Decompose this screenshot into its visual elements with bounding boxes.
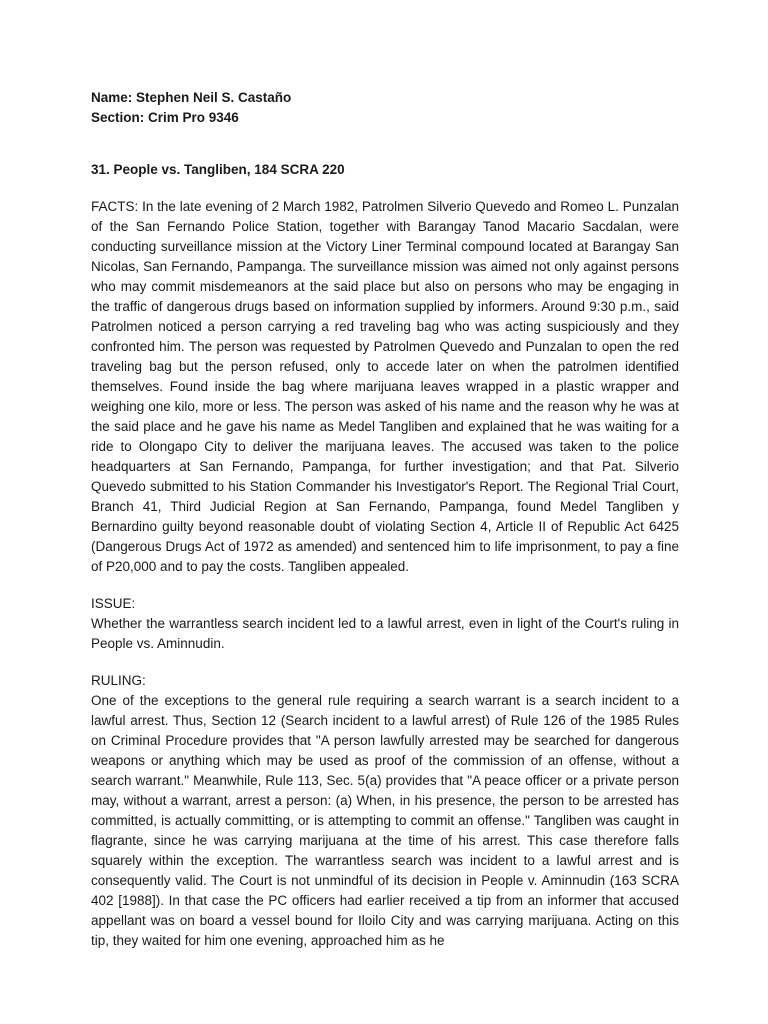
issue-label: ISSUE: — [91, 596, 136, 611]
ruling-paragraph: One of the exceptions to the general rule requiring a search warrant is a search incident to a lawful arrest. Thus, Section 12 (Search incident to a lawful arrest) of Rule 126 of the 1985 Rules on Criminal Procedure provides that "A person lawfully arrested may be searched for dangerous weapons or anything which may be used as proof of the commission of an offense, without a search warrant." Meanwhile, Rule 113, Sec. 5(a) provides that "A peace officer or a private person may, without a warrant, arrest a person: (a) When, in his presence, the person to be arrested has committed, is actually committing, or is attempting to commit an offense." Tangliben was caught in flagrante, since he was carrying marijuana at the time of his arrest. This case therefore falls squarely within the exception. The warrantless search was incident to a lawful arrest and is consequently valid. The Court is not unmindful of its decision in People v. Aminnudin (163 SCRA 402 [1988]). In that case the PC officers had earlier received a tip from an informer that accused appellant was on board a vessel bound for Iloilo City and was carrying marijuana. Acting on this tip, they waited for him one evening, approached him as he — [91, 693, 679, 948]
case-title: 31. People vs. Tangliben, 184 SCRA 220 — [91, 162, 345, 177]
student-section: Section: Crim Pro 9346 — [91, 110, 239, 125]
issue-paragraph: Whether the warrantless search incident led to a lawful arrest, even in light of the Court's ruling in People vs. Aminnudin. — [91, 616, 679, 651]
facts-paragraph: FACTS: In the late evening of 2 March 1982, Patrolmen Silverio Quevedo and Romeo L. Punzalan of the San Fernando Police Station, together with Barangay Tanod Macario Sacdalan, were conducting surveillance mission at the Victory Liner Terminal compound located at Barangay San Nicolas, San Fernando, Pampanga. The surveillance mission was aimed not only against persons who may commit misdemeanors at the said place but also on persons who may be engaging in the traffic of dangerous drugs based on information supplied by informers. Around 9:30 p.m., said Patrolmen noticed a person carrying a red traveling bag who was acting suspiciously and they confronted him. The person was requested by Patrolmen Quevedo and Punzalan to open the red traveling bag but the person refused, only to accede later on when the patrolmen identified themselves. Found inside the bag where marijuana leaves wrapped in a plastic wrapper and weighing one kilo, more or less. The person was asked of his name and the reason why he was at the said place and he gave his name as Medel Tangliben and explained that he was waiting for a ride to Olongapo City to deliver the marijuana leaves. The accused was taken to the police headquarters at San Fernando, Pampanga, for further investigation; and that Pat. Silverio Quevedo submitted to his Station Commander his Investigator's Report. The Regional Trial Court, Branch 41, Third Judicial Region at San Fernando, Pampanga, found Medel Tangliben y Bernardino guilty beyond reasonable doubt of violating Section 4, Article II of Republic Act 6425 (Dangerous Drugs Act of 1972 as amended) and sentenced him to life imprisonment, to pay a fine of P20,000 and to pay the costs. Tangliben appealed. — [91, 199, 679, 574]
ruling-label: RULING: — [91, 673, 146, 688]
document-page — [91, 88, 679, 951]
student-name: Name: Stephen Neil S. Castaño — [91, 90, 292, 105]
